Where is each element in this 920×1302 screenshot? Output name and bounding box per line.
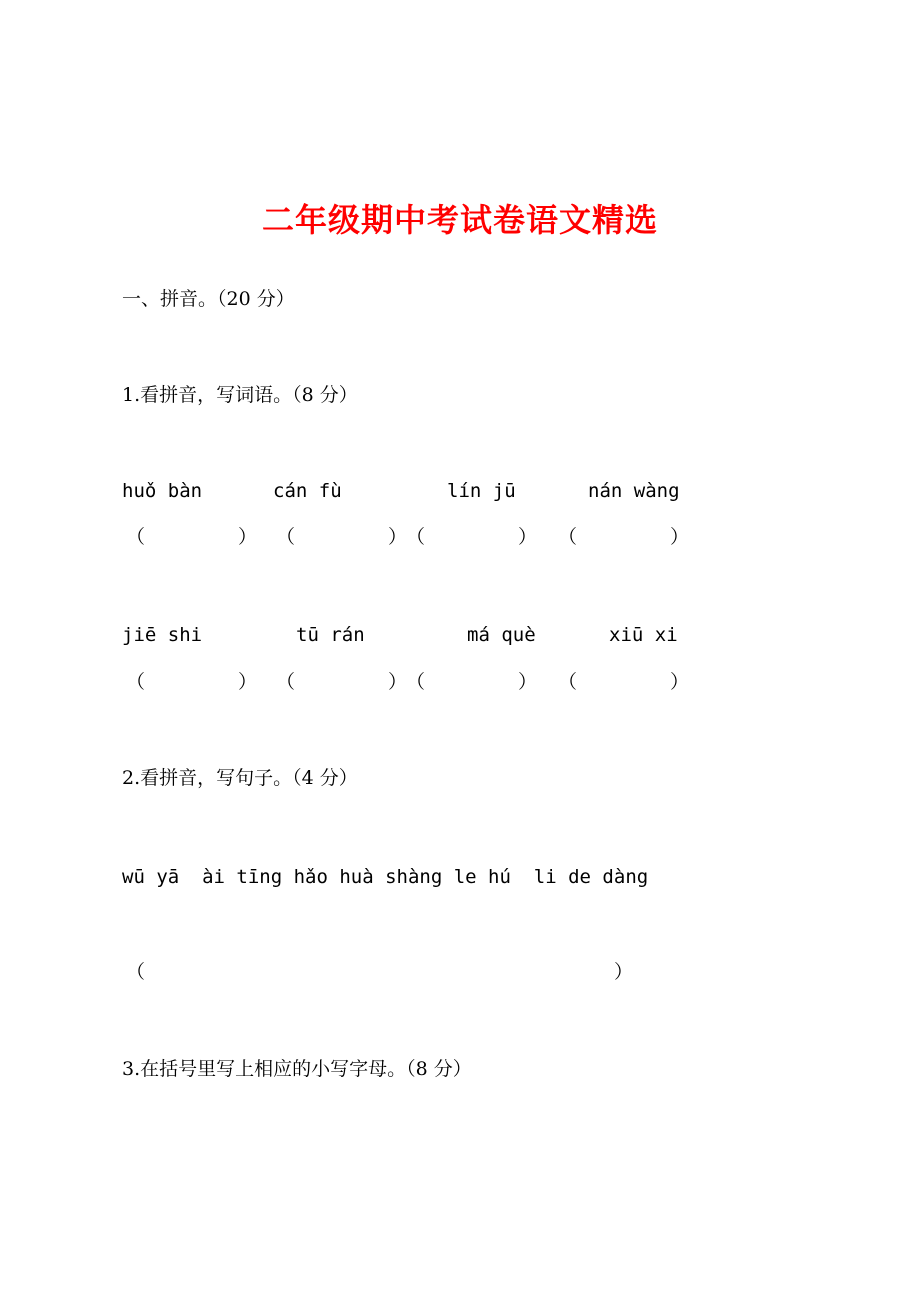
answer-paren-close: ）	[238, 671, 258, 693]
answer-paren-open: （	[558, 526, 578, 548]
q1-row1-pinyin-1: huǒ bàn	[122, 480, 203, 502]
q1-row2-pinyin-4: xiū xi	[609, 624, 678, 646]
answer-paren-close: ）	[614, 961, 634, 983]
answer-paren-close: ）	[518, 526, 538, 548]
answer-paren-open: （	[126, 671, 146, 693]
answer-paren-open: （	[276, 671, 296, 693]
q2-heading: 2.看拼音，写句子。（4 分）	[122, 767, 358, 789]
q1-row2-pinyin-1: jiē shi	[122, 624, 203, 646]
answer-paren-open: （	[126, 961, 146, 983]
answer-paren-close: ）	[238, 526, 258, 548]
answer-paren-close: ）	[670, 671, 690, 693]
answer-paren-close: ）	[388, 526, 408, 548]
q1-row2-pinyin-2: tū rán	[296, 624, 365, 646]
answer-paren-open: （	[276, 526, 296, 548]
answer-paren-close: ）	[518, 671, 538, 693]
page-title: 二年级期中考试卷语文精选	[261, 201, 658, 239]
answer-paren-open: （	[406, 671, 426, 693]
answer-paren-open: （	[558, 671, 578, 693]
q1-row2-pinyin-3: má què	[467, 624, 536, 646]
q1-heading: 1.看拼音，写词语。（8 分）	[122, 384, 358, 406]
answer-paren-close: ）	[670, 526, 690, 548]
q1-row1-pinyin-2: cán fù	[273, 480, 342, 502]
answer-paren-open: （	[406, 526, 426, 548]
q3-heading: 3.在括号里写上相应的小写字母。（8 分）	[122, 1058, 472, 1080]
section1-heading: 一、拼音。（20 分）	[122, 288, 295, 310]
answer-paren-open: （	[126, 526, 146, 548]
q2-pinyin-sentence: wū yā ài tīng hǎo huà shàng le hú li de dàng	[122, 866, 649, 888]
q1-row1-pinyin-3: lín jū	[447, 480, 516, 502]
answer-paren-close: ）	[388, 671, 408, 693]
q1-row1-pinyin-4: nán wàng	[588, 480, 680, 502]
